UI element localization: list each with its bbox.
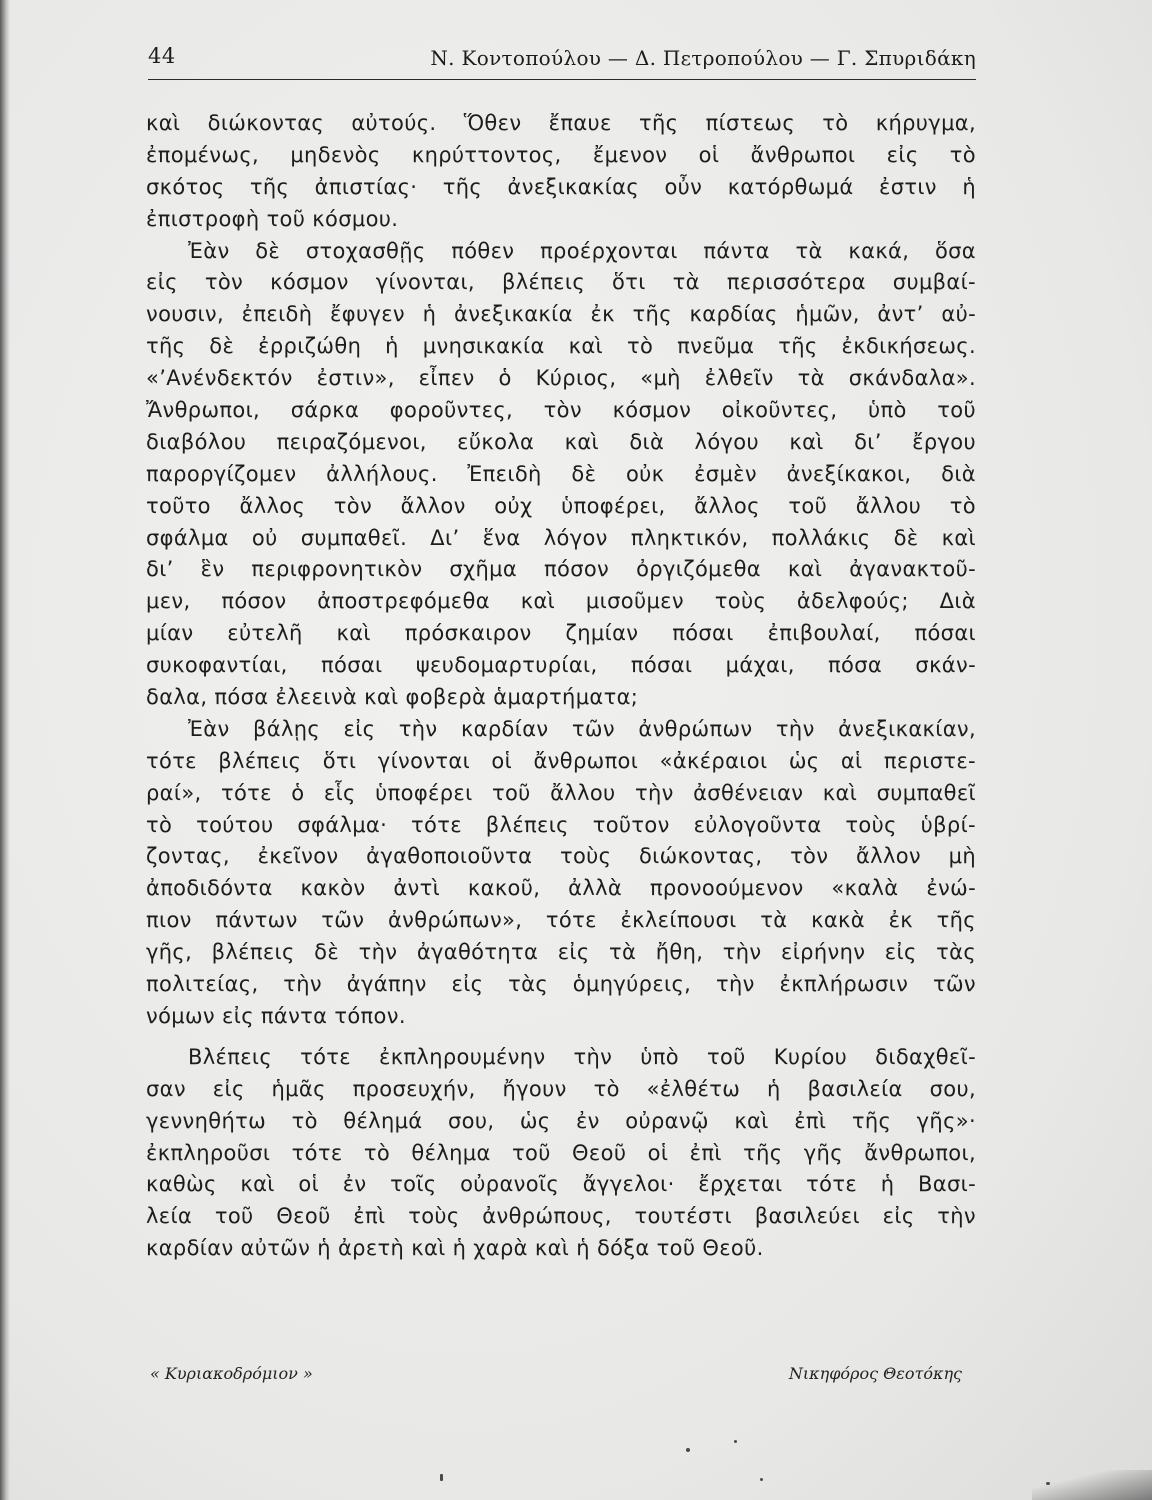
text-line: τῆς δὲ ἐρριζώθη ἡ μνησικακία καὶ τὸ πνεῦμα τῆς ἐκδικήσεως. bbox=[146, 334, 976, 359]
text-line: καθὼς καὶ οἱ ἐν τοῖς οὐρανοῖς ἄγγελοι· ἔρχεται τότε ἡ Βασι- bbox=[146, 1172, 976, 1197]
text-line: εἰς τὸν κόσμον γίνονται, βλέπεις ὅτι τὰ περισσότερα συμβαί- bbox=[146, 270, 976, 295]
text-line: πιον πάντων τῶν ἀνθρώπων», τότε ἐκλείπουσι τὰ κακὰ ἐκ τῆς bbox=[146, 908, 976, 933]
text-line: παροργίζομεν ἀλλήλους. Ἐπειδὴ δὲ οὐκ ἐσμὲν ἀνεξίκακοι, διὰ bbox=[146, 461, 976, 486]
text-line: Ἄνθρωποι, σάρκα φοροῦντες, τὸν κόσμον οἰκοῦντες, ὑπὸ τοῦ bbox=[146, 398, 976, 423]
text-line: ἐπομένως, μηδενὸς κηρύττοντος, ἔμενον οἱ ἄνθρωποι εἰς τὸ bbox=[146, 142, 976, 167]
text-line: νόμων εἰς πάντα τόπον. bbox=[146, 1003, 406, 1028]
text-line: ἀποδιδόντα κακὸν ἀντὶ κακοῦ, ἀλλὰ προνοούμενον «καλὰ ἐνώ- bbox=[146, 876, 976, 901]
scan-speck bbox=[686, 1448, 690, 1452]
text-line: γεννηθήτω τὸ θέλημά σου, ὡς ἐν οὐρανῷ καὶ ἐπὶ τῆς γῆς»· bbox=[146, 1108, 976, 1133]
paragraph-4 bbox=[146, 1042, 976, 1265]
paragraph-1 bbox=[146, 108, 976, 236]
page-corner-shadow bbox=[1032, 1470, 1152, 1500]
text-line: τὸ τούτου σφάλμα· τότε βλέπεις τοῦτον εὐλογοῦντα τοὺς ὑβρί- bbox=[146, 812, 976, 837]
text-line: ἐκπληροῦσι τότε τὸ θέλημα τοῦ Θεοῦ οἱ ἐπὶ τῆς γῆς ἄνθρωποι, bbox=[146, 1140, 976, 1165]
text-line: νουσιν, ἐπειδὴ ἔφυγεν ἡ ἀνεξικακία ἐκ τῆς καρδίας ἡμῶν, ἀντ’ αὐ- bbox=[146, 302, 976, 327]
text-line: διαβόλου πειραζόμενοι, εὔκολα καὶ διὰ λόγου καὶ δι’ ἔργου bbox=[146, 429, 976, 454]
text-line: μεν, πόσον ἀποστρεφόμεθα καὶ μισοῦμεν τοὺς ἀδελφούς; Διὰ bbox=[146, 589, 976, 614]
text-line: Ἐὰν δὲ στοχασθῇς πόθεν προέρχονται πάντα τὰ κακά, ὅσα bbox=[188, 238, 976, 263]
text-line: πολιτείας, τὴν ἀγάπην εἰς τὰς ὁμηγύρεις, τὴν ἐκπλήρωσιν τῶν bbox=[146, 972, 976, 997]
text-line: καρδίαν αὐτῶν ἡ ἀρετὴ καὶ ἡ χαρὰ καὶ ἡ δόξα τοῦ Θεοῦ. bbox=[146, 1236, 764, 1261]
text-line: σαν εἰς ἡμᾶς προσευχήν, ἤγουν τὸ «ἐλθέτω ἡ βασιλεία σου, bbox=[146, 1076, 976, 1101]
source-citation: « Κυριακοδρόμιον » bbox=[150, 1364, 313, 1383]
text-line: τοῦτο ἄλλος τὸν ἄλλον οὐχ ὑποφέρει, ἄλλος τοῦ ἄλλου τὸ bbox=[146, 493, 976, 518]
text-line: σφάλμα οὐ συμπαθεῖ. Δι’ ἕνα λόγον πληκτικόν, πολλάκις δὲ καὶ bbox=[146, 525, 976, 550]
text-line: συκοφαντίαι, πόσαι ψευδομαρτυρίαι, πόσαι μάχαι, πόσα σκάν- bbox=[146, 653, 976, 678]
running-head: Ν. Κοντοπούλου — Δ. Πετροπούλου — Γ. Σπυριδάκη bbox=[430, 46, 976, 70]
text-line: ζοντας, ἐκεῖνον ἀγαθοποιοῦντα τοὺς διώκοντας, τὸν ἄλλον μὴ bbox=[146, 844, 976, 869]
text-line: δαλα, πόσα ἐλεεινὰ καὶ φοβερὰ ἁμαρτήματα; bbox=[146, 685, 639, 710]
text-line: ραί», τότε ὁ εἷς ὑποφέρει τοῦ ἄλλου τὴν ἀσθένειαν καὶ συμπαθεῖ bbox=[146, 780, 976, 805]
text-line: δι’ ἓν περιφρονητικὸν σχῆμα πόσον ὀργιζόμεθα καὶ ἀγανακτοῦ- bbox=[146, 557, 976, 582]
header-rule bbox=[148, 79, 976, 80]
page-footer bbox=[150, 1364, 962, 1394]
text-line: μίαν εὐτελῆ καὶ πρόσκαιρον ζημίαν πόσαι ἐπιβουλαί, πόσαι bbox=[146, 621, 976, 646]
paragraph-3 bbox=[146, 714, 976, 1033]
text-line: σκότος τῆς ἀπιστίας· τῆς ἀνεξικακίας οὖν κατόρθωμά ἐστιν ἡ bbox=[146, 174, 976, 199]
body-text bbox=[146, 108, 976, 1265]
paragraph-gap bbox=[146, 1033, 976, 1042]
text-line: λεία τοῦ Θεοῦ ἐπὶ τοὺς ἀνθρώπους, τουτέστι βασιλεύει εἰς τὴν bbox=[146, 1204, 976, 1229]
text-line: γῆς, βλέπεις δὲ τὴν ἀγαθότητα εἰς τὰ ἤθη, τὴν εἰρήνην εἰς τὰς bbox=[146, 940, 976, 965]
author-signature: Νικηφόρος Θεοτόκης bbox=[788, 1364, 962, 1383]
text-line: «’Ανένδεκτόν ἐστιν», εἶπεν ὁ Κύριος, «μὴ ἐλθεῖν τὰ σκάνδαλα». bbox=[146, 366, 976, 391]
text-line: καὶ διώκοντας αὐτούς. Ὅθεν ἔπαυε τῆς πίστεως τὸ κήρυγμα, bbox=[146, 111, 976, 135]
page-header bbox=[148, 44, 976, 84]
page-number: 44 bbox=[148, 44, 176, 68]
text-line: τότε βλέπεις ὅτι γίνονται οἱ ἄνθρωποι «ἀκέραιοι ὡς αἱ περιστε- bbox=[146, 748, 976, 773]
scan-speck bbox=[734, 1440, 737, 1443]
scan-speck bbox=[440, 1474, 443, 1481]
text-line: ἐπιστροφὴ τοῦ κόσμου. bbox=[146, 206, 399, 231]
page-binding-shadow bbox=[0, 0, 10, 1500]
text-line: Ἐὰν βάλῃς εἰς τὴν καρδίαν τῶν ἀνθρώπων τὴν ἀνεξικακίαν, bbox=[188, 716, 976, 741]
paragraph-2 bbox=[146, 236, 976, 714]
scan-speck bbox=[760, 1478, 763, 1481]
text-line: Βλέπεις τότε ἐκπληρουμένην τὴν ὑπὸ τοῦ Κυρίου διδαχθεῖ- bbox=[188, 1044, 976, 1069]
scan-speck bbox=[1046, 1482, 1050, 1485]
